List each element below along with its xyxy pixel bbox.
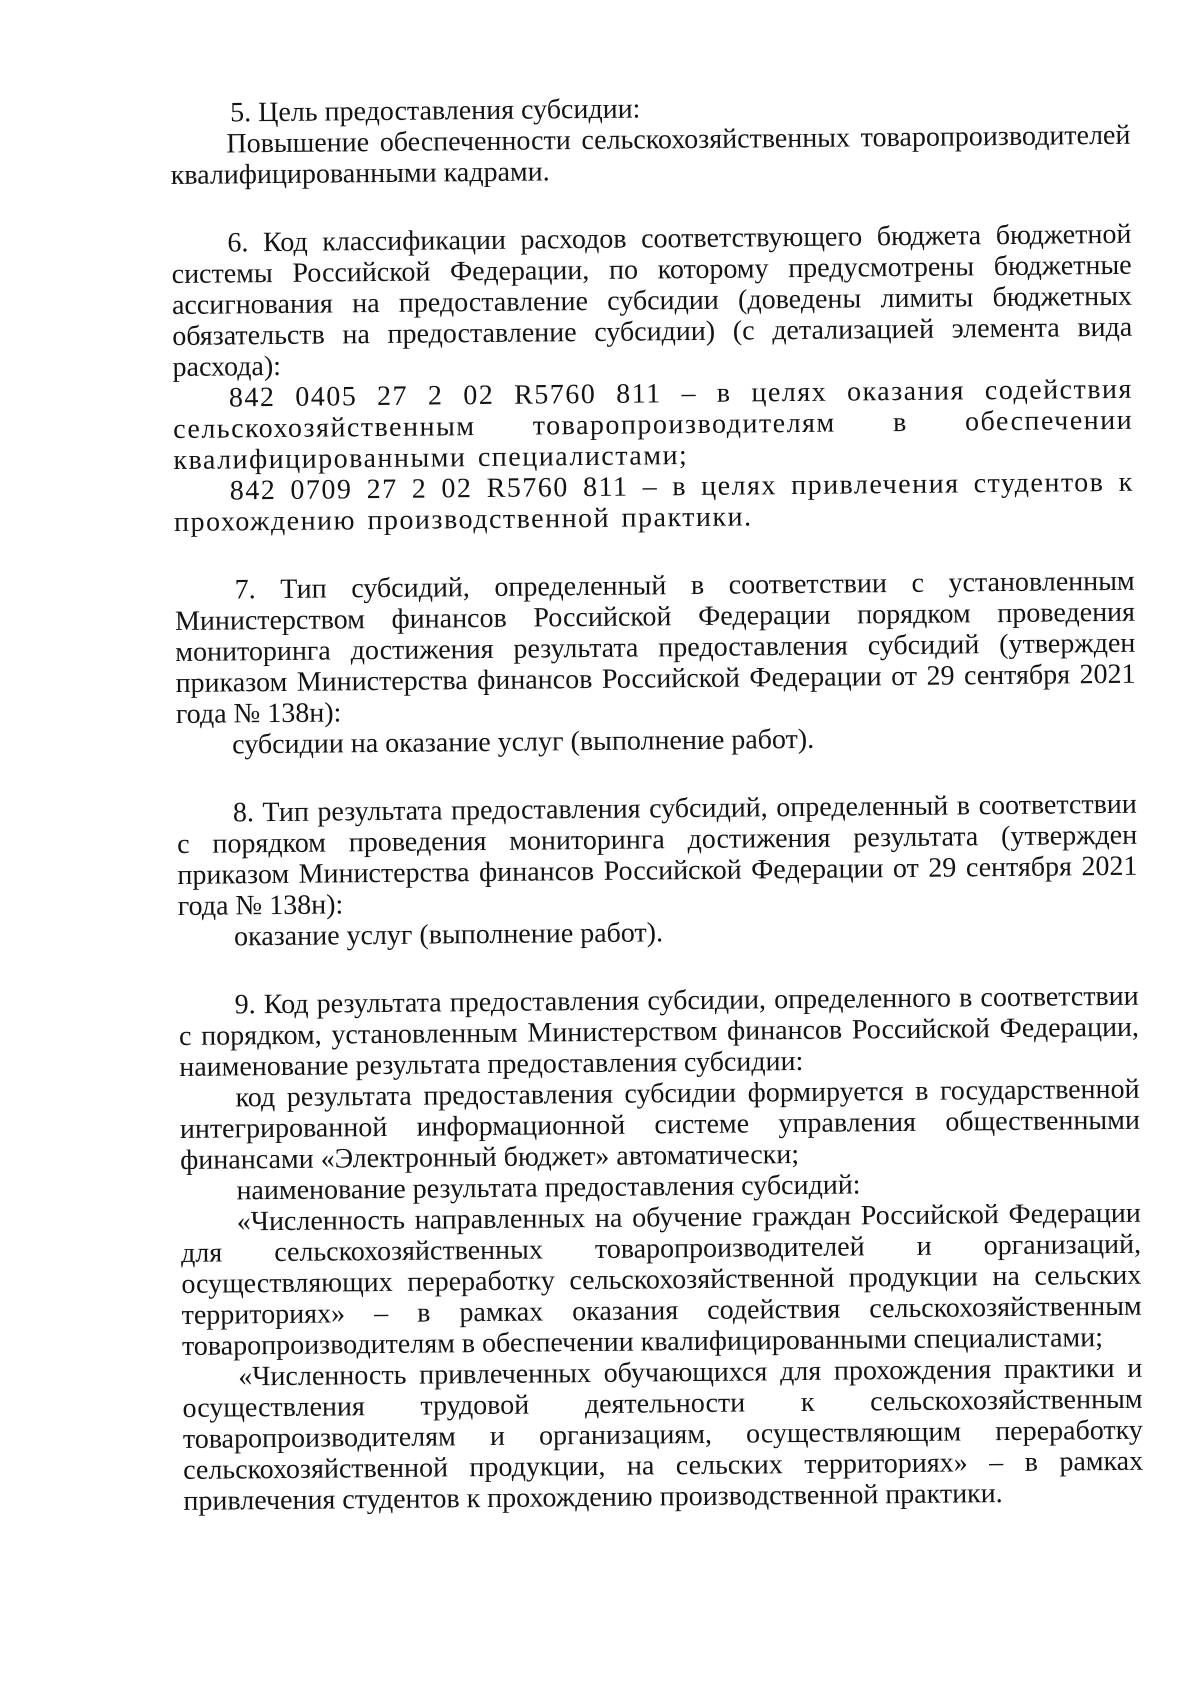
- section-9-result-code: [179, 981, 1144, 1517]
- section-9-name-label: наименование результата предоставления субсидий:: [236, 1169, 861, 1207]
- section-9-heading: 9. Код результата предоставления субсидии, определенного в соответствии с порядком, установленным Министерством финансов Российской Федерации, наименование результата предоставления субсидии:: [178, 980, 1140, 1083]
- section-5-heading: 5. Цель предоставления субсидии:: [229, 93, 641, 129]
- section-9-code-text: код результата предоставления субсидии формируется в государственной интегрированной информационной системе управления общественными финансами «Электронный бюджет» автоматически;: [179, 1073, 1141, 1176]
- section-7-subsidy-type: [175, 566, 1137, 761]
- section-7-text: субсидии на оказание услуг (выполнение работ).: [232, 723, 815, 761]
- section-6-code-0709: 842 0709 27 2 02 R5760 811 – в целях привлечения студентов к прохождению производственной практики.: [173, 466, 1134, 538]
- section-5-subsidy-goal: [170, 89, 1131, 191]
- section-8-heading: 8. Тип результата предоставления субсидий, определенный в соответствии с порядком проведения мониторинга достижения результата (утвержден приказом Министерства финансов Российской Федерации от 29 сентября 2021 года № 138н):: [177, 788, 1138, 922]
- section-7-heading: 7. Тип субсидий, определенный в соответствии с установленным Министерством финансов Российской Федерации порядком проведения мониторинга достижения результата предоставления субсидий (утвержден приказом Министерства финансов Российской Федерации от 29 сентября 2021 года № 138н):: [174, 565, 1136, 730]
- section-6-code-0405: 842 0405 27 2 02 R5760 811 – в целях оказания содействия сельскохозяйственным товаропроизводителям в обеспечении квалифицированными специалистами;: [173, 373, 1134, 476]
- document-body: [170, 89, 1144, 1517]
- section-8-result-type: [177, 789, 1138, 953]
- section-6-heading: 6. Код классификации расходов соответствующего бюджета бюджетной системы Российской Федерации, по которому предусмотрены бюджетные ассигнования на предоставление субсидии (доведены лимиты бюджетных обязательств на предоставление субсидии) (с детализацией элемента вида расхода):: [171, 218, 1133, 383]
- section-9-result-1: «Численность направленных на обучение граждан Российской Федерации для сельскохозяйственных товаропроизводителей и организаций, осуществляющих переработку сельскохозяйственной продукции на сельских территориях» – в рамках оказания содействия сельскохозяйственным товаропроизводителям в обеспечении квалифицированными специалистами;: [180, 1197, 1142, 1362]
- section-5-text: Повышение обеспеченности сельскохозяйственных товаропроизводителей квалифицированными кадрами.: [170, 119, 1131, 191]
- section-9-result-2: «Численность привлеченных обучающихся для прохождения практики и осуществления трудовой деятельности к сельскохозяйственным товаропроизводителям и организациям, осуществляющим переработку сельскохозяйственной продукции, на сельских территориях» – в рамках привлечения студентов к прохождению производственной практики.: [182, 1352, 1144, 1517]
- section-6-expense-code: [171, 219, 1134, 538]
- section-8-text: оказание услуг (выполнение работ).: [233, 917, 664, 953]
